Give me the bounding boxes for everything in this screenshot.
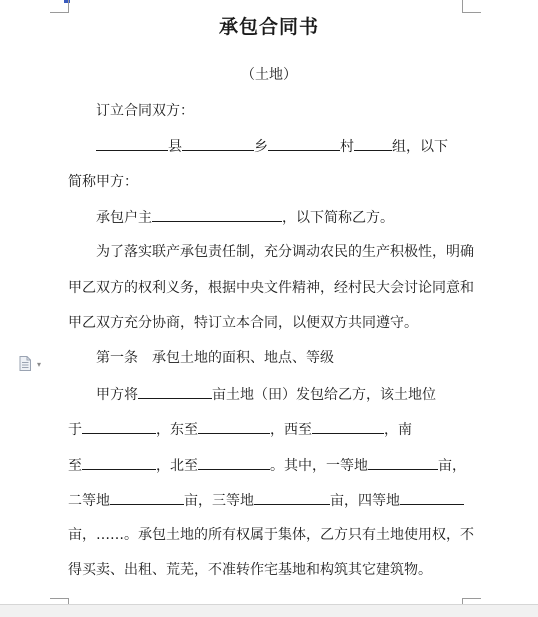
west-boundary-blank xyxy=(312,419,384,434)
county-blank xyxy=(96,136,168,151)
township-blank xyxy=(182,136,254,151)
preamble-line-3: 甲乙双方充分协商，特订立本合同，以便双方共同遵守。 xyxy=(68,315,418,331)
south-boundary-blank xyxy=(82,455,156,470)
document-subtitle: （土地） xyxy=(241,67,297,83)
total-area-blank xyxy=(138,384,212,399)
article-1-heading: 第一条 承包土地的面积、地点、等级 xyxy=(96,350,334,366)
article-1-line-1: 甲方将 亩土地（田）发包给乙方，该土地位 xyxy=(96,384,436,405)
document-icon[interactable] xyxy=(19,356,31,371)
north-boundary-blank xyxy=(198,455,270,470)
party-b-line: 承包户主 ，以下简称乙方。 xyxy=(96,207,394,228)
grade-3-blank xyxy=(254,490,330,505)
location-blank xyxy=(82,419,156,434)
group-blank xyxy=(354,136,392,151)
next-page-strip xyxy=(0,604,538,617)
party-a-label: 简称甲方： xyxy=(68,174,138,190)
grade-1-blank xyxy=(368,455,438,470)
article-1-line-2: 于 ，东至 ，西至 ，南 xyxy=(68,419,412,440)
grade-4-blank xyxy=(400,490,464,505)
article-1-line-6: 得买卖、出租、荒芜，不准转作宅基地和构筑其它建筑物。 xyxy=(68,562,432,578)
parties-heading: 订立合同双方： xyxy=(96,103,194,119)
article-1-line-4: 二等地 亩，三等地 亩，四等地 xyxy=(68,490,464,511)
chevron-down-icon[interactable]: ▾ xyxy=(37,360,42,369)
document-title: 承包合同书 xyxy=(218,16,319,38)
household-head-blank xyxy=(152,207,282,222)
village-blank xyxy=(268,136,340,151)
grade-2-blank xyxy=(110,490,184,505)
preamble-line-2: 甲乙双方的权利义务，根据中央文件精神，经村民大会讨论同意和 xyxy=(68,280,474,296)
article-1-line-3: 至 ，北至 。其中，一等地 亩， xyxy=(68,455,466,476)
article-1-line-5: 亩，……。承包土地的所有权属于集体，乙方只有土地使用权，不 xyxy=(68,527,474,543)
east-boundary-blank xyxy=(198,419,270,434)
preamble-line-1: 为了落实联产承包责任制，充分调动农民的生产积极性，明确 xyxy=(96,244,474,260)
party-a-address-line: 县 乡 村 组，以下 xyxy=(96,136,448,157)
